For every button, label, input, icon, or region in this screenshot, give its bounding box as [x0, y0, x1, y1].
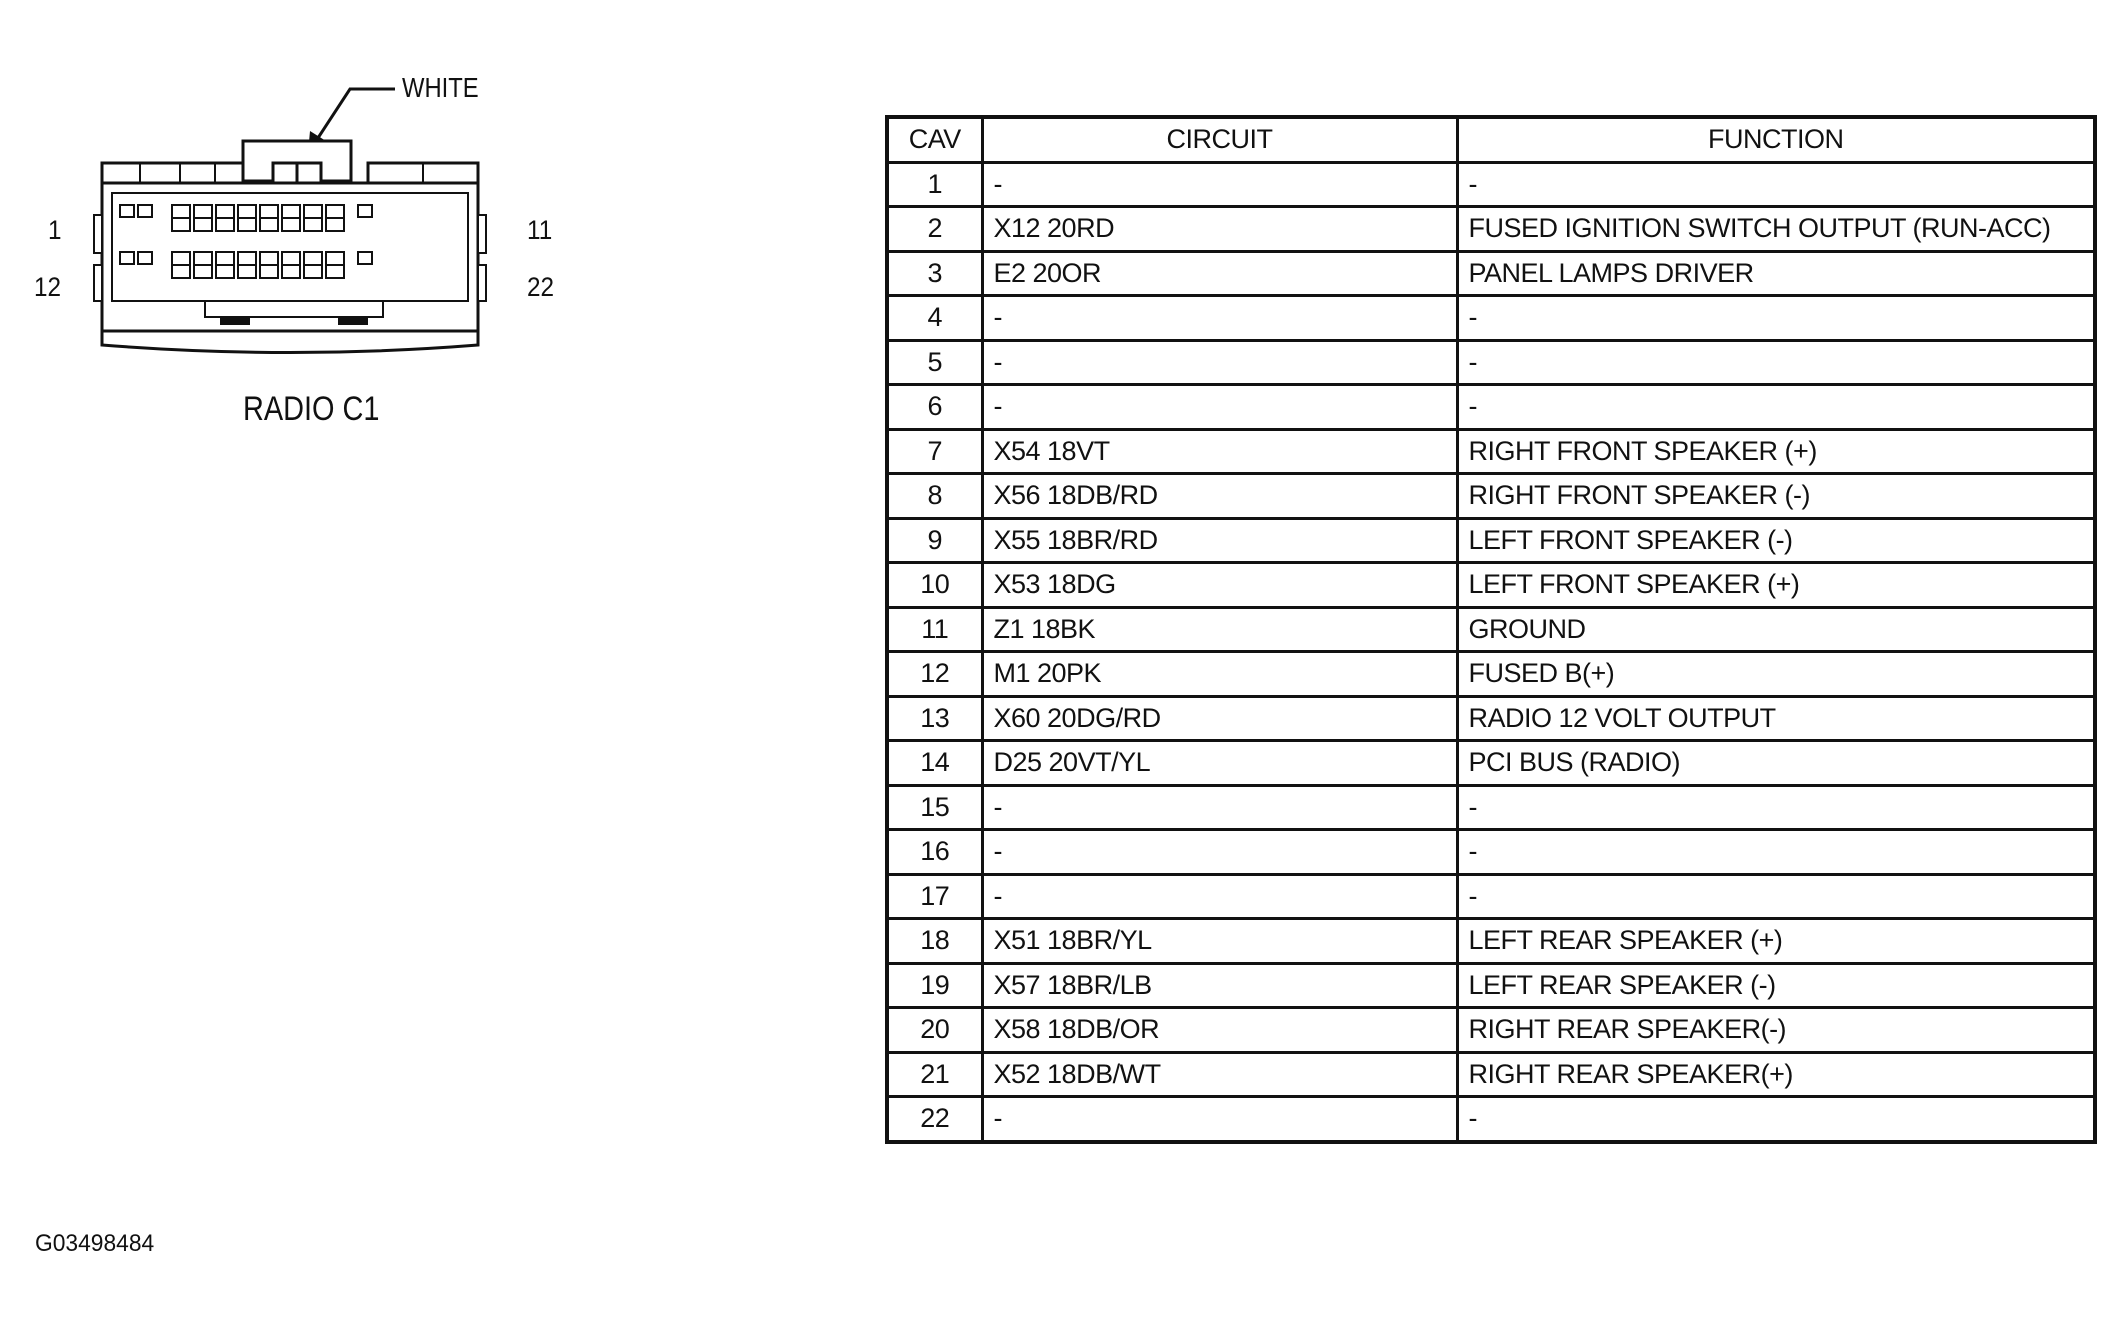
circuit-cell: -: [982, 340, 1457, 385]
circuit-cell: X58 18DB/OR: [982, 1008, 1457, 1053]
circuit-cell: X54 18VT: [982, 429, 1457, 474]
table-row: [887, 563, 2095, 608]
function-cell: -: [1457, 785, 2095, 830]
table-row: [887, 474, 2095, 519]
cav-cell: 15: [887, 785, 982, 830]
circuit-cell: X55 18BR/RD: [982, 518, 1457, 563]
function-cell: -: [1457, 385, 2095, 430]
cav-cell: 14: [887, 741, 982, 786]
function-cell: RIGHT FRONT SPEAKER (+): [1457, 429, 2095, 474]
table-row: [887, 207, 2095, 252]
circuit-cell: X51 18BR/YL: [982, 919, 1457, 964]
latch-color-label: WHITE: [402, 72, 479, 103]
terminal-cavity: [138, 205, 152, 217]
cav-cell: 17: [887, 874, 982, 919]
cavity-label-1: 1: [48, 215, 62, 245]
table-row: [887, 296, 2095, 341]
cav-cell: 4: [887, 296, 982, 341]
terminal-cavity: [358, 252, 372, 264]
table-row: [887, 963, 2095, 1008]
table-row: [887, 607, 2095, 652]
table-row: [887, 1097, 2095, 1142]
circuit-cell: Z1 18BK: [982, 607, 1457, 652]
cavity-label-12: 12: [34, 272, 62, 302]
function-cell: GROUND: [1457, 607, 2095, 652]
table-row: [887, 429, 2095, 474]
table-row: [887, 874, 2095, 919]
table-row: [887, 652, 2095, 697]
cav-cell: 2: [887, 207, 982, 252]
header-circuit: CIRCUIT: [982, 117, 1457, 162]
pinout-table: [885, 115, 2097, 1144]
figure-id: G03498484: [35, 1230, 155, 1257]
cav-cell: 7: [887, 429, 982, 474]
circuit-cell: -: [982, 162, 1457, 207]
circuit-cell: -: [982, 1097, 1457, 1142]
table-row: [887, 1008, 2095, 1053]
function-cell: PANEL LAMPS DRIVER: [1457, 251, 2095, 296]
cav-cell: 18: [887, 919, 982, 964]
circuit-cell: -: [982, 385, 1457, 430]
table-header-row: [887, 117, 2095, 162]
table-row: [887, 162, 2095, 207]
function-cell: LEFT REAR SPEAKER (+): [1457, 919, 2095, 964]
table-row: [887, 785, 2095, 830]
cav-cell: 8: [887, 474, 982, 519]
function-cell: LEFT FRONT SPEAKER (-): [1457, 518, 2095, 563]
circuit-cell: -: [982, 830, 1457, 875]
terminal-cavity: [138, 252, 152, 264]
cav-cell: 19: [887, 963, 982, 1008]
cav-cell: 13: [887, 696, 982, 741]
circuit-cell: E2 20OR: [982, 251, 1457, 296]
cav-cell: 11: [887, 607, 982, 652]
cav-cell: 3: [887, 251, 982, 296]
cavity-label-22: 22: [527, 272, 555, 302]
table-row: [887, 741, 2095, 786]
function-cell: LEFT REAR SPEAKER (-): [1457, 963, 2095, 1008]
circuit-cell: X53 18DG: [982, 563, 1457, 608]
cav-cell: 10: [887, 563, 982, 608]
header-function: FUNCTION: [1457, 117, 2095, 162]
table-row: [887, 518, 2095, 563]
function-cell: RADIO 12 VOLT OUTPUT: [1457, 696, 2095, 741]
circuit-cell: X12 20RD: [982, 207, 1457, 252]
connector-name: RADIO C1: [243, 390, 380, 428]
function-cell: -: [1457, 162, 2095, 207]
circuit-cell: X57 18BR/LB: [982, 963, 1457, 1008]
cav-cell: 9: [887, 518, 982, 563]
table-row: [887, 830, 2095, 875]
cav-cell: 6: [887, 385, 982, 430]
terminal-cavity: [120, 205, 134, 217]
function-cell: -: [1457, 1097, 2095, 1142]
cav-cell: 21: [887, 1052, 982, 1097]
function-cell: -: [1457, 296, 2095, 341]
function-cell: -: [1457, 830, 2095, 875]
cavity-label-11: 11: [527, 215, 553, 245]
terminal-cavity: [358, 205, 372, 217]
function-cell: RIGHT REAR SPEAKER(+): [1457, 1052, 2095, 1097]
table-row: [887, 385, 2095, 430]
cav-cell: 12: [887, 652, 982, 697]
function-cell: -: [1457, 874, 2095, 919]
function-cell: PCI BUS (RADIO): [1457, 741, 2095, 786]
table-row: [887, 340, 2095, 385]
cav-cell: 22: [887, 1097, 982, 1142]
circuit-cell: D25 20VT/YL: [982, 741, 1457, 786]
cav-cell: 16: [887, 830, 982, 875]
circuit-cell: X56 18DB/RD: [982, 474, 1457, 519]
circuit-cell: -: [982, 874, 1457, 919]
circuit-cell: -: [982, 785, 1457, 830]
cav-cell: 20: [887, 1008, 982, 1053]
header-cav: CAV: [887, 117, 982, 162]
table-row: [887, 251, 2095, 296]
table-row: [887, 1052, 2095, 1097]
function-cell: -: [1457, 340, 2095, 385]
cav-cell: 5: [887, 340, 982, 385]
function-cell: RIGHT REAR SPEAKER(-): [1457, 1008, 2095, 1053]
circuit-cell: X52 18DB/WT: [982, 1052, 1457, 1097]
function-cell: FUSED B(+): [1457, 652, 2095, 697]
function-cell: LEFT FRONT SPEAKER (+): [1457, 563, 2095, 608]
table-row: [887, 919, 2095, 964]
table-row: [887, 696, 2095, 741]
circuit-cell: M1 20PK: [982, 652, 1457, 697]
circuit-cell: -: [982, 296, 1457, 341]
cav-cell: 1: [887, 162, 982, 207]
terminal-cavity: [120, 252, 134, 264]
function-cell: RIGHT FRONT SPEAKER (-): [1457, 474, 2095, 519]
function-cell: FUSED IGNITION SWITCH OUTPUT (RUN-ACC): [1457, 207, 2095, 252]
circuit-cell: X60 20DG/RD: [982, 696, 1457, 741]
